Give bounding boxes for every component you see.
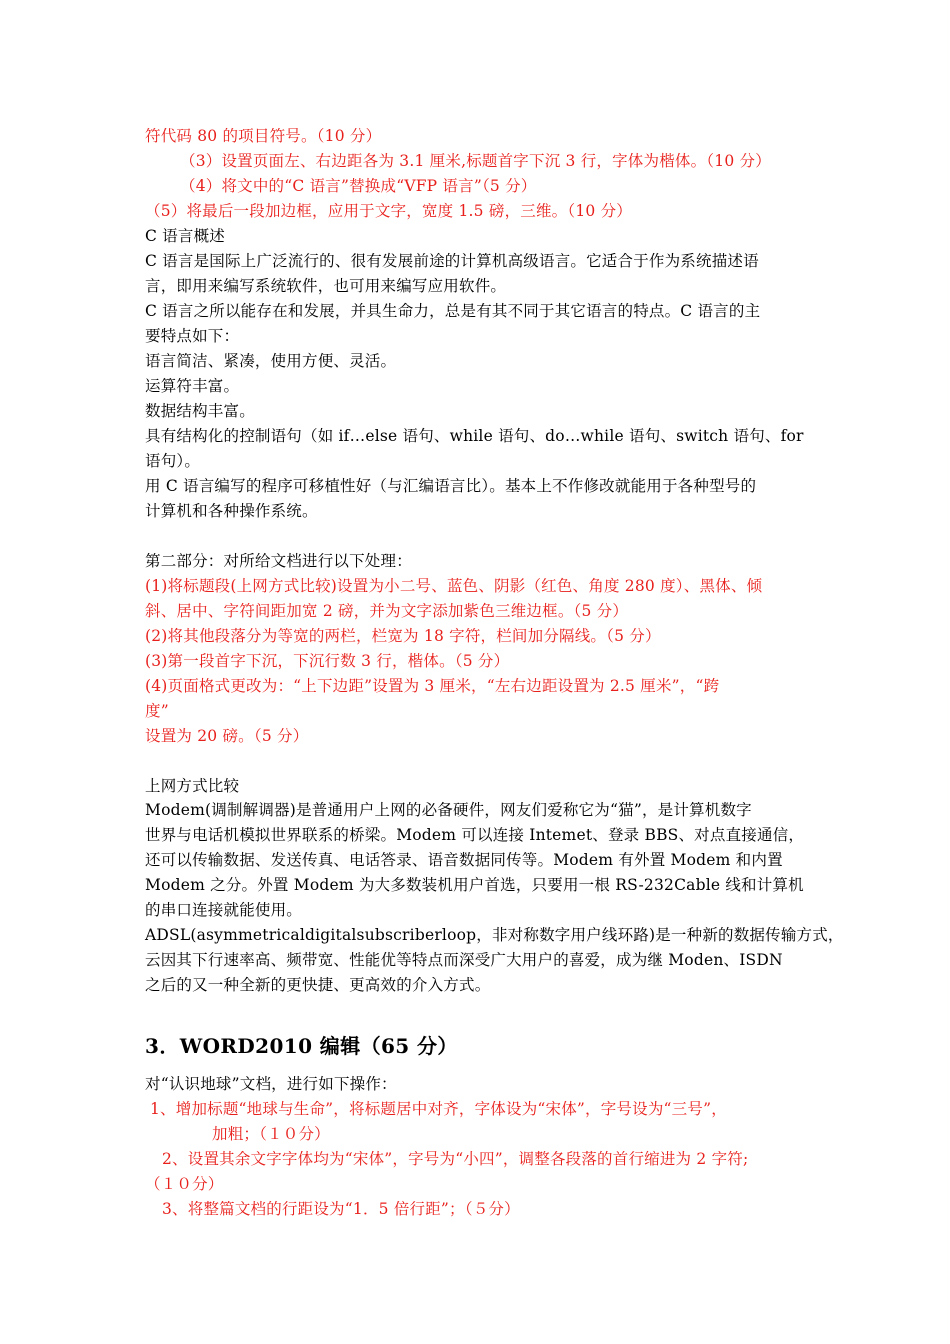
net-article-title: 上网方式比较 — [145, 777, 240, 795]
net-article-line: Modem(调制解调器)是普通用户上网的必备硬件，网友们爱称它为“猫”，是计算机数字 — [145, 801, 752, 819]
part2-req-line: (2)将其他段落分为等宽的两栏，栏宽为 18 字符，栏间加分隔线。（5 分） — [145, 627, 661, 645]
net-article-line: ADSL(asymmetricaldigitalsubscriberloop，非对称数字用户线环路)是一种新的数据传输方式， — [145, 926, 844, 944]
net-article-line: Modem 之分。外置 Modem 为大多数装机用户首选，只要用一根 RS-232Cable 线和计算机 — [145, 876, 804, 894]
part2-req-line: (1)将标题段(上网方式比较)设置为小二号、蓝色、阴影（红色、角度 280 度）、黑体、倾 — [145, 577, 763, 595]
section3-req-line: 加粗；（１０分） — [212, 1125, 330, 1143]
prev-req-line: （5）将最后一段加边框，应用于文字，宽度 1.5 磅，三维。（10 分） — [145, 202, 632, 220]
c-article-line: 数据结构丰富。 — [145, 402, 255, 420]
part2-intro: 第二部分：对所给文档进行以下处理： — [145, 552, 412, 570]
net-article-line: 的串口连接就能使用。 — [145, 901, 303, 919]
c-article-line: C 语言之所以能存在和发展，并具生命力，总是有其不同于其它语言的特点。C 语言的主 — [145, 302, 761, 320]
section3-req-line: 1、增加标题“地球与生命”，将标题居中对齐，字体设为“宋体”，字号设为“三号”， — [150, 1100, 727, 1118]
net-article-line: 还可以传输数据、发送传真、电话答录、语音数据同传等。Modem 有外置 Modem 和内置 — [145, 851, 783, 869]
c-article-line: 语言简洁、紧凑，使用方便、灵活。 — [145, 352, 397, 370]
part2-req-line: (4)页面格式更改为：“上下边距”设置为 3 厘米，“左右边距设置为 2.5 厘米”，“跨 — [145, 677, 720, 695]
prev-req-line: （4）将文中的“C 语言”替换成“VFP 语言”（5 分） — [180, 177, 537, 195]
section3-heading: 3．WORD2010 编辑（65 分） — [145, 1034, 458, 1058]
part2-req-line: 设置为 20 磅。（5 分） — [145, 727, 309, 745]
c-article-line: 具有结构化的控制语句（如 if…else 语句、while 语句、do…while 语句、switch 语句、for — [145, 427, 804, 445]
section3-req-line: 3、将整篇文档的行距设为“1．5 倍行距”；（５分） — [162, 1200, 520, 1218]
c-article-line: 言，即用来编写系统软件，也可用来编写应用软件。 — [145, 277, 507, 295]
c-article-line: 语句）。 — [145, 452, 201, 470]
c-article-line: 计算机和各种操作系统。 — [145, 502, 318, 520]
part2-req-line: 斜、居中、字符间距加宽 2 磅，并为文字添加紫色三维边框。（5 分） — [145, 602, 629, 620]
c-article-line: 要特点如下： — [145, 327, 240, 345]
c-article-line: 用 C 语言编写的程序可移植性好（与汇编语言比）。基本上不作修改就能用于各种型号的 — [145, 477, 757, 495]
prev-req-line: （3）设置页面左、右边距各为 3.1 厘米,标题首字下沉 3 行，字体为楷体。（10 分） — [180, 152, 771, 170]
part2-req-line: (3)第一段首字下沉，下沉行数 3 行，楷体。（5 分） — [145, 652, 510, 670]
section3-intro: 对“认识地球”文档，进行如下操作： — [145, 1075, 397, 1093]
c-article-line: C 语言是国际上广泛流行的、很有发展前途的计算机高级语言。它适合于作为系统描述语 — [145, 252, 759, 270]
net-article-line: 云因其下行速率高、频带宽、性能优等特点而深受广大用户的喜爱，成为继 Moden、ISDN — [145, 951, 783, 969]
section3-req-line: （１０分） — [145, 1175, 224, 1193]
prev-req-line: 符代码 80 的项目符号。（10 分） — [145, 127, 382, 145]
section3-req-line: 2、设置其余文字字体均为“宋体”，字号为“小四”，调整各段落的首行缩进为 2 字符; — [162, 1150, 749, 1168]
net-article-line: 世界与电话机模拟世界联系的桥梁。Modem 可以连接 Intemet、登录 BBS、对点直接通信， — [145, 826, 805, 844]
c-article-title: C 语言概述 — [145, 227, 225, 245]
c-article-line: 运算符丰富。 — [145, 377, 240, 395]
net-article-line: 之后的又一种全新的更快捷、更高效的介入方式。 — [145, 976, 491, 994]
part2-req-line: 度” — [145, 702, 169, 720]
